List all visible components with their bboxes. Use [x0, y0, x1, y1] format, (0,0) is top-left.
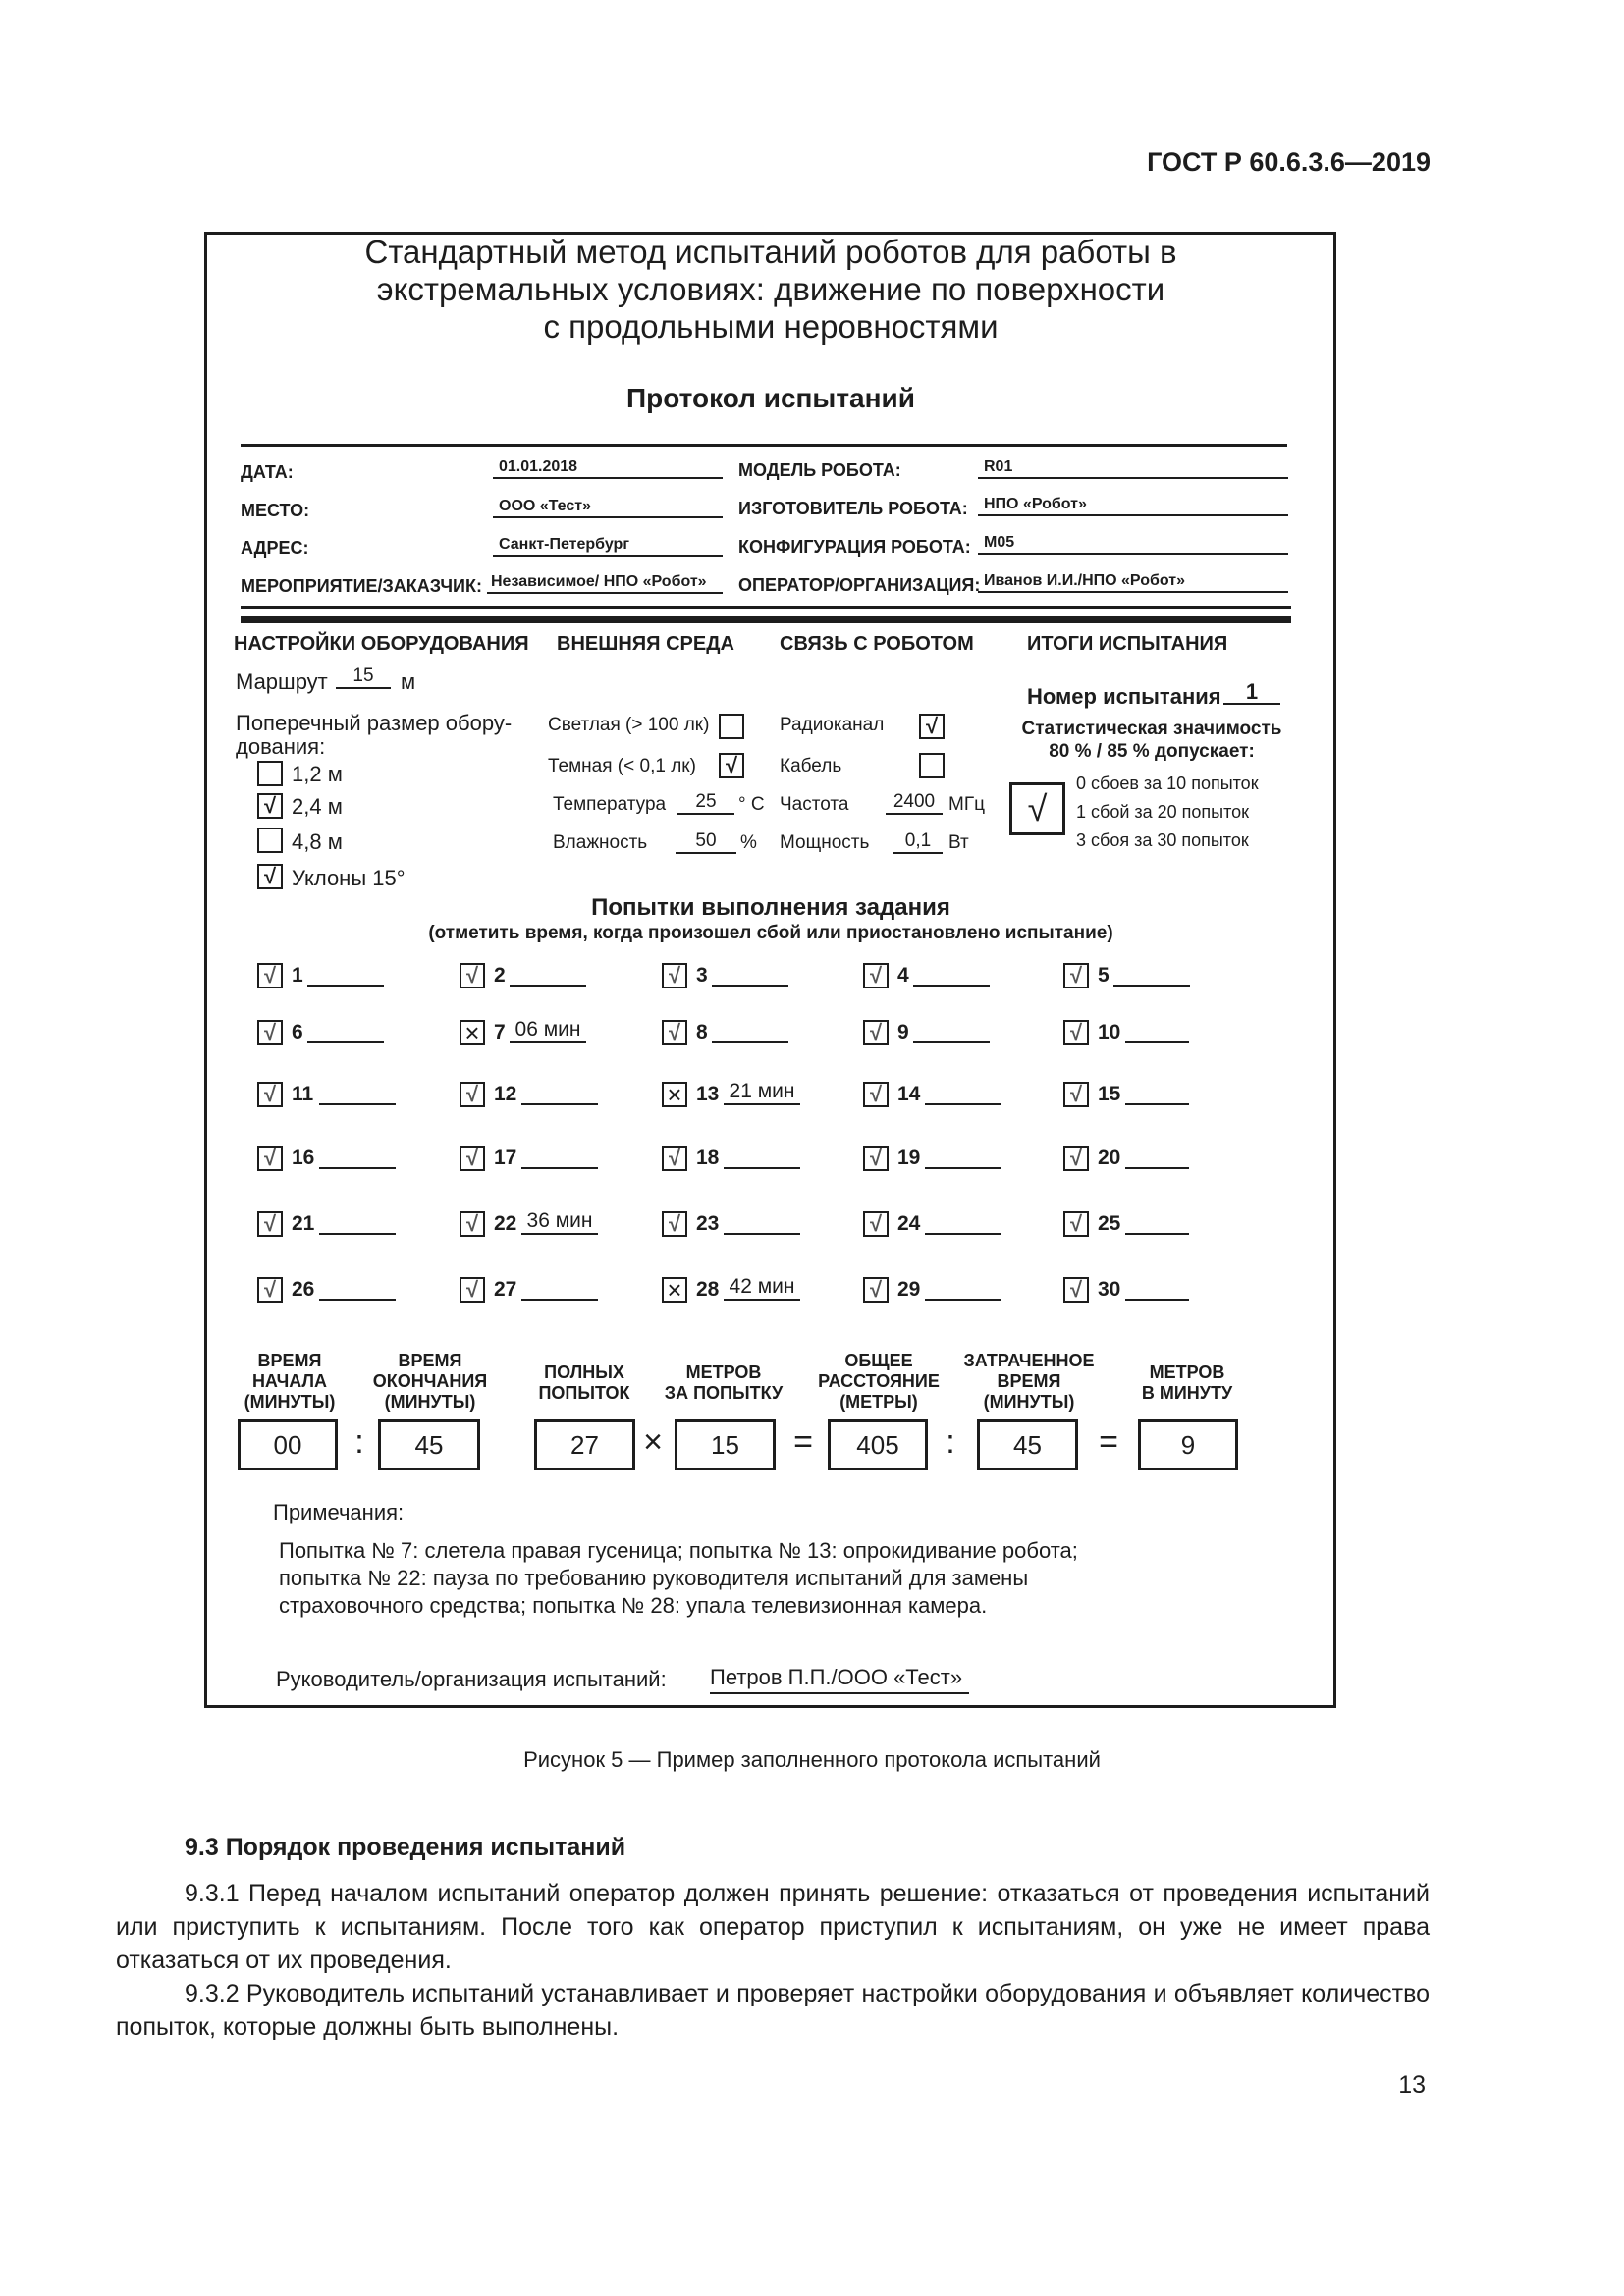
attempt-checkbox[interactable]: √ [460, 1082, 485, 1107]
maker-value: НПО «Робот» [978, 495, 1288, 516]
cable-checkbox[interactable] [919, 753, 945, 778]
width-4-8-checkbox[interactable] [257, 828, 283, 853]
attempt-number: 7 [494, 1021, 506, 1043]
attempt-number: 12 [494, 1083, 517, 1105]
attempt-checkbox[interactable]: √ [863, 1277, 889, 1303]
attempt-time-field[interactable] [925, 1275, 1001, 1301]
attempt-number: 22 [494, 1212, 517, 1235]
attempt-checkbox[interactable]: √ [460, 1146, 485, 1171]
attempt-time-field[interactable] [913, 961, 990, 987]
attempt-number: 4 [897, 964, 909, 987]
attempt-time-field[interactable] [1125, 1144, 1189, 1169]
event-label: МЕРОПРИЯТИЕ/ЗАКАЗЧИК: [241, 576, 482, 596]
attempt-number: 13 [696, 1083, 720, 1105]
attempt-number: 29 [897, 1278, 921, 1301]
attempt-number: 24 [897, 1212, 921, 1235]
attempt-checkbox[interactable]: √ [662, 1146, 687, 1171]
page-number: 13 [1398, 2071, 1426, 2099]
size-label: Поперечный размер обору- [236, 711, 513, 735]
notes-line: попытка № 22: пауза по требованию руководителя испытаний для замены [279, 1566, 1029, 1590]
config-label: КОНФИГУРАЦИЯ РОБОТА: [738, 537, 971, 557]
notes-label: Примечания: [273, 1500, 405, 1524]
attempt-checkbox[interactable]: √ [863, 1146, 889, 1171]
attempt-time-field[interactable] [925, 1144, 1001, 1169]
attempt-time-field[interactable] [319, 1209, 396, 1235]
operator-value: Иванов И.И./НПО «Робот» [978, 571, 1288, 593]
significance-line-1: Статистическая значимость [1021, 719, 1282, 739]
attempt-checkbox[interactable]: √ [1063, 963, 1089, 988]
attempt-time-field[interactable] [319, 1144, 396, 1169]
paragraph-9-3-2: 9.3.2 Руководитель испытаний устанавливает и проверяет настройки оборудования и объявляет количество попыток, которые должны быть выполнены. [116, 1980, 1430, 2041]
attempt-time-field[interactable] [712, 961, 788, 987]
dark-label: Темная (< 0,1 лк) [548, 756, 696, 776]
size-label-2: дования: [236, 734, 326, 759]
humidity-label: Влажность [553, 832, 648, 853]
attempt-time-field[interactable] [1125, 1018, 1189, 1043]
attempt-number: 14 [897, 1083, 921, 1105]
comms-heading: СВЯЗЬ С РОБОТОМ [780, 633, 974, 655]
attempt-checkbox[interactable]: √ [460, 963, 485, 988]
attempt-number: 21 [292, 1212, 315, 1235]
attempt-time-field[interactable] [1125, 1080, 1189, 1105]
width-2-4-checkbox[interactable]: √ [257, 793, 283, 819]
notes-text [279, 1537, 1078, 1620]
attempt-time-field[interactable] [307, 1018, 384, 1043]
spent-time-box: 45 [977, 1419, 1078, 1470]
form-title [204, 234, 1337, 346]
attempt-time-field[interactable]: 36 мин [521, 1209, 598, 1235]
attempt-time-field[interactable] [521, 1144, 598, 1169]
divider-thick [241, 616, 1291, 623]
colon-operator: : [354, 1423, 364, 1461]
attempt-checkbox[interactable]: √ [1063, 1146, 1089, 1171]
width-2-4-label: 2,4 м [292, 794, 343, 819]
attempt-checkbox[interactable]: × [460, 1020, 485, 1045]
attempt-time-field[interactable] [1125, 1209, 1189, 1235]
attempt-time-field[interactable] [319, 1080, 396, 1105]
radio-checkbox[interactable]: √ [919, 714, 945, 739]
standard-header: ГОСТ Р 60.6.3.6—2019 [1147, 147, 1431, 177]
address-label: АДРЕС: [241, 538, 309, 558]
place-value: ООО «Тест» [493, 497, 723, 518]
attempt-number: 1 [292, 964, 303, 987]
attempt-checkbox[interactable]: √ [257, 1146, 283, 1171]
attempt-number: 16 [292, 1147, 315, 1169]
divider [241, 444, 1287, 447]
attempt-time-field[interactable] [712, 1018, 788, 1043]
attempt-checkbox[interactable]: √ [257, 1211, 283, 1237]
attempt-checkbox[interactable]: × [662, 1082, 687, 1107]
significance-checkbox[interactable]: √ [1009, 782, 1065, 835]
humidity-value: 50 [676, 830, 736, 854]
notes-line: Попытка № 7: слетела правая гусеница; попытка № 13: опрокидивание робота; [279, 1538, 1078, 1563]
full-attempts-box: 27 [534, 1419, 635, 1470]
attempt-time-field[interactable] [925, 1209, 1001, 1235]
notes-line: страховочного средства; попытка № 28: упала телевизионная камера. [279, 1593, 988, 1618]
total-distance-header: ОБЩЕЕ РАССТОЯНИЕ (МЕТРЫ) [818, 1351, 940, 1412]
attempt-number: 15 [1098, 1083, 1121, 1105]
figure-caption: Рисунок 5 — Пример заполненного протокола испытаний [523, 1747, 1101, 1772]
attempt-time-field[interactable] [724, 1209, 800, 1235]
date-label: ДАТА: [241, 462, 294, 482]
test-number-value: 1 [1223, 681, 1280, 705]
significance-option-2: 1 сбой за 20 попыток [1076, 802, 1250, 822]
light-checkbox[interactable] [719, 714, 744, 739]
significance-line-2: 80 % / 85 % допускает: [1049, 741, 1255, 762]
form-subtitle: Протокол испытаний [626, 383, 915, 413]
total-distance-box: 405 [828, 1419, 928, 1470]
operator-label: ОПЕРАТОР/ОРГАНИЗАЦИЯ: [738, 575, 981, 595]
attempt-number: 27 [494, 1278, 517, 1301]
address-value: Санкт-Петербург [493, 535, 723, 557]
attempt-number: 2 [494, 964, 506, 987]
start-time-header: ВРЕМЯ НАЧАЛА (МИНУТЫ) [244, 1351, 336, 1412]
attempt-number: 11 [292, 1083, 314, 1105]
width-1-2-checkbox[interactable] [257, 761, 283, 786]
model-value: R01 [978, 457, 1288, 479]
attempt-time-field[interactable] [913, 1018, 990, 1043]
slopes-checkbox[interactable]: √ [257, 864, 283, 889]
attempt-time-field[interactable] [307, 961, 384, 987]
attempt-checkbox[interactable]: × [662, 1277, 687, 1303]
attempt-time-field[interactable] [521, 1275, 598, 1301]
model-label: МОДЕЛЬ РОБОТА: [738, 460, 901, 480]
attempt-number: 28 [696, 1278, 720, 1301]
meters-per-attempt-header: МЕТРОВ ЗА ПОПЫТКУ [664, 1362, 784, 1403]
attempt-number: 30 [1098, 1278, 1121, 1301]
attempt-time-field[interactable] [510, 961, 586, 987]
attempt-number: 23 [696, 1212, 720, 1235]
event-value: Независимое/ НПО «Робот» [487, 572, 723, 594]
attempt-time-field[interactable] [925, 1080, 1001, 1105]
equals-operator: = [793, 1423, 813, 1461]
attempt-checkbox[interactable]: √ [460, 1277, 485, 1303]
form-title-line: экстремальных условиях: движение по поверхности [376, 271, 1165, 307]
significance-option-3: 3 сбоя за 30 попыток [1076, 830, 1249, 850]
dark-checkbox[interactable]: √ [719, 753, 744, 778]
results-heading: ИТОГИ ИСПЫТАНИЯ [1027, 633, 1228, 655]
route-value: 15 [336, 666, 391, 689]
power-unit: Вт [948, 832, 969, 853]
light-label: Светлая (> 100 лк) [548, 715, 710, 735]
attempt-time-field[interactable]: 42 мин [724, 1275, 800, 1301]
attempt-number: 3 [696, 964, 708, 987]
attempt-checkbox[interactable]: √ [863, 1082, 889, 1107]
attempt-number: 8 [696, 1021, 708, 1043]
attempt-number: 10 [1098, 1021, 1121, 1043]
width-1-2-label: 1,2 м [292, 762, 343, 786]
attempt-number: 5 [1098, 964, 1110, 987]
full-attempts-header: ПОЛНЫХ ПОПЫТОК [538, 1362, 630, 1403]
attempt-checkbox[interactable]: √ [257, 1082, 283, 1107]
attempt-checkbox[interactable]: √ [863, 963, 889, 988]
freq-value: 2400 [886, 791, 943, 815]
attempt-checkbox[interactable]: √ [662, 963, 687, 988]
config-value: M05 [978, 533, 1288, 555]
temp-value: 25 [677, 791, 734, 815]
slopes-label: Уклоны 15° [292, 866, 406, 890]
humidity-unit: % [740, 832, 757, 853]
times-operator: × [643, 1423, 663, 1461]
attempt-time-field[interactable] [521, 1080, 598, 1105]
route-label: Маршрут [236, 669, 328, 694]
power-value: 0,1 [893, 830, 943, 854]
form-title-line: с продольными неровностями [543, 308, 999, 345]
attempt-number: 18 [696, 1147, 720, 1169]
attempt-checkbox[interactable]: √ [1063, 1211, 1089, 1237]
end-time-box: 45 [378, 1419, 480, 1470]
attempt-checkbox[interactable]: √ [257, 1277, 283, 1303]
end-time-header: ВРЕМЯ ОКОНЧАНИЯ (МИНУТЫ) [372, 1351, 488, 1412]
attempt-checkbox[interactable]: √ [863, 1211, 889, 1237]
attempt-number: 19 [897, 1147, 921, 1169]
meters-per-minute-box: 9 [1138, 1419, 1238, 1470]
attempt-number: 9 [897, 1021, 909, 1043]
maker-label: ИЗГОТОВИТЕЛЬ РОБОТА: [738, 499, 968, 518]
attempt-time-field[interactable]: 06 мин [510, 1018, 586, 1043]
attempt-checkbox[interactable]: √ [863, 1020, 889, 1045]
meters-per-minute-header: МЕТРОВ В МИНУТУ [1141, 1362, 1233, 1403]
attempt-checkbox[interactable]: √ [1063, 1277, 1089, 1303]
start-time-box: 00 [238, 1419, 338, 1470]
equipment-heading: НАСТРОЙКИ ОБОРУДОВАНИЯ [234, 633, 529, 655]
attempt-number: 17 [494, 1147, 517, 1169]
route-unit: м [401, 669, 416, 694]
attempt-checkbox[interactable]: √ [257, 963, 283, 988]
meters-per-attempt-box: 15 [675, 1419, 776, 1470]
section-heading: 9.3 Порядок проведения испытаний [185, 1834, 626, 1861]
attempts-subheading: (отметить время, когда произошел сбой или приостановлено испытание) [428, 923, 1113, 943]
attempt-checkbox[interactable]: √ [662, 1020, 687, 1045]
attempt-number: 26 [292, 1278, 315, 1301]
attempt-checkbox[interactable]: √ [257, 1020, 283, 1045]
attempt-number: 6 [292, 1021, 303, 1043]
attempt-number: 20 [1098, 1147, 1121, 1169]
supervisor-value: Петров П.П./ООО «Тест» [710, 1665, 969, 1694]
attempt-checkbox[interactable]: √ [460, 1211, 485, 1237]
freq-unit: МГц [948, 794, 985, 815]
attempts-heading: Попытки выполнения задания [591, 894, 950, 921]
supervisor-label: Руководитель/организация испытаний: [276, 1667, 667, 1691]
attempt-time-field[interactable] [1125, 1275, 1189, 1301]
width-4-8-label: 4,8 м [292, 829, 343, 854]
attempt-number: 25 [1098, 1212, 1121, 1235]
test-number-label: Номер испытания [1027, 684, 1221, 709]
spent-time-header: ЗАТРАЧЕННОЕ ВРЕМЯ (МИНУТЫ) [963, 1351, 1095, 1412]
attempt-checkbox[interactable]: √ [1063, 1020, 1089, 1045]
attempt-time-field[interactable]: 21 мин [724, 1080, 800, 1105]
temp-unit: ° С [738, 794, 765, 815]
attempt-time-field[interactable] [724, 1144, 800, 1169]
cable-label: Кабель [780, 756, 842, 776]
form-title-line: Стандартный метод испытаний роботов для работы в [364, 234, 1177, 270]
attempt-checkbox[interactable]: √ [662, 1211, 687, 1237]
place-label: МЕСТО: [241, 501, 310, 520]
paragraph-9-3-1: 9.3.1 Перед началом испытаний оператор должен принять решение: отказаться от проведения испытаний или приступить к испытаниям. После того как оператор приступил к испытаниям, он уже не имеет права отказаться от их проведения. [116, 1880, 1430, 1974]
freq-label: Частота [780, 794, 849, 815]
date-value: 01.01.2018 [493, 457, 723, 479]
attempt-time-field[interactable] [319, 1275, 396, 1301]
attempt-checkbox[interactable]: √ [1063, 1082, 1089, 1107]
divider [241, 606, 1291, 609]
temp-label: Температура [553, 794, 667, 815]
power-label: Мощность [780, 832, 870, 853]
equals-operator: = [1099, 1423, 1118, 1461]
significance-option-1: 0 сбоев за 10 попыток [1076, 774, 1259, 793]
colon-operator: : [946, 1423, 955, 1461]
environment-heading: ВНЕШНЯЯ СРЕДА [557, 633, 734, 655]
attempt-time-field[interactable] [1113, 961, 1190, 987]
radio-label: Радиоканал [780, 715, 885, 735]
